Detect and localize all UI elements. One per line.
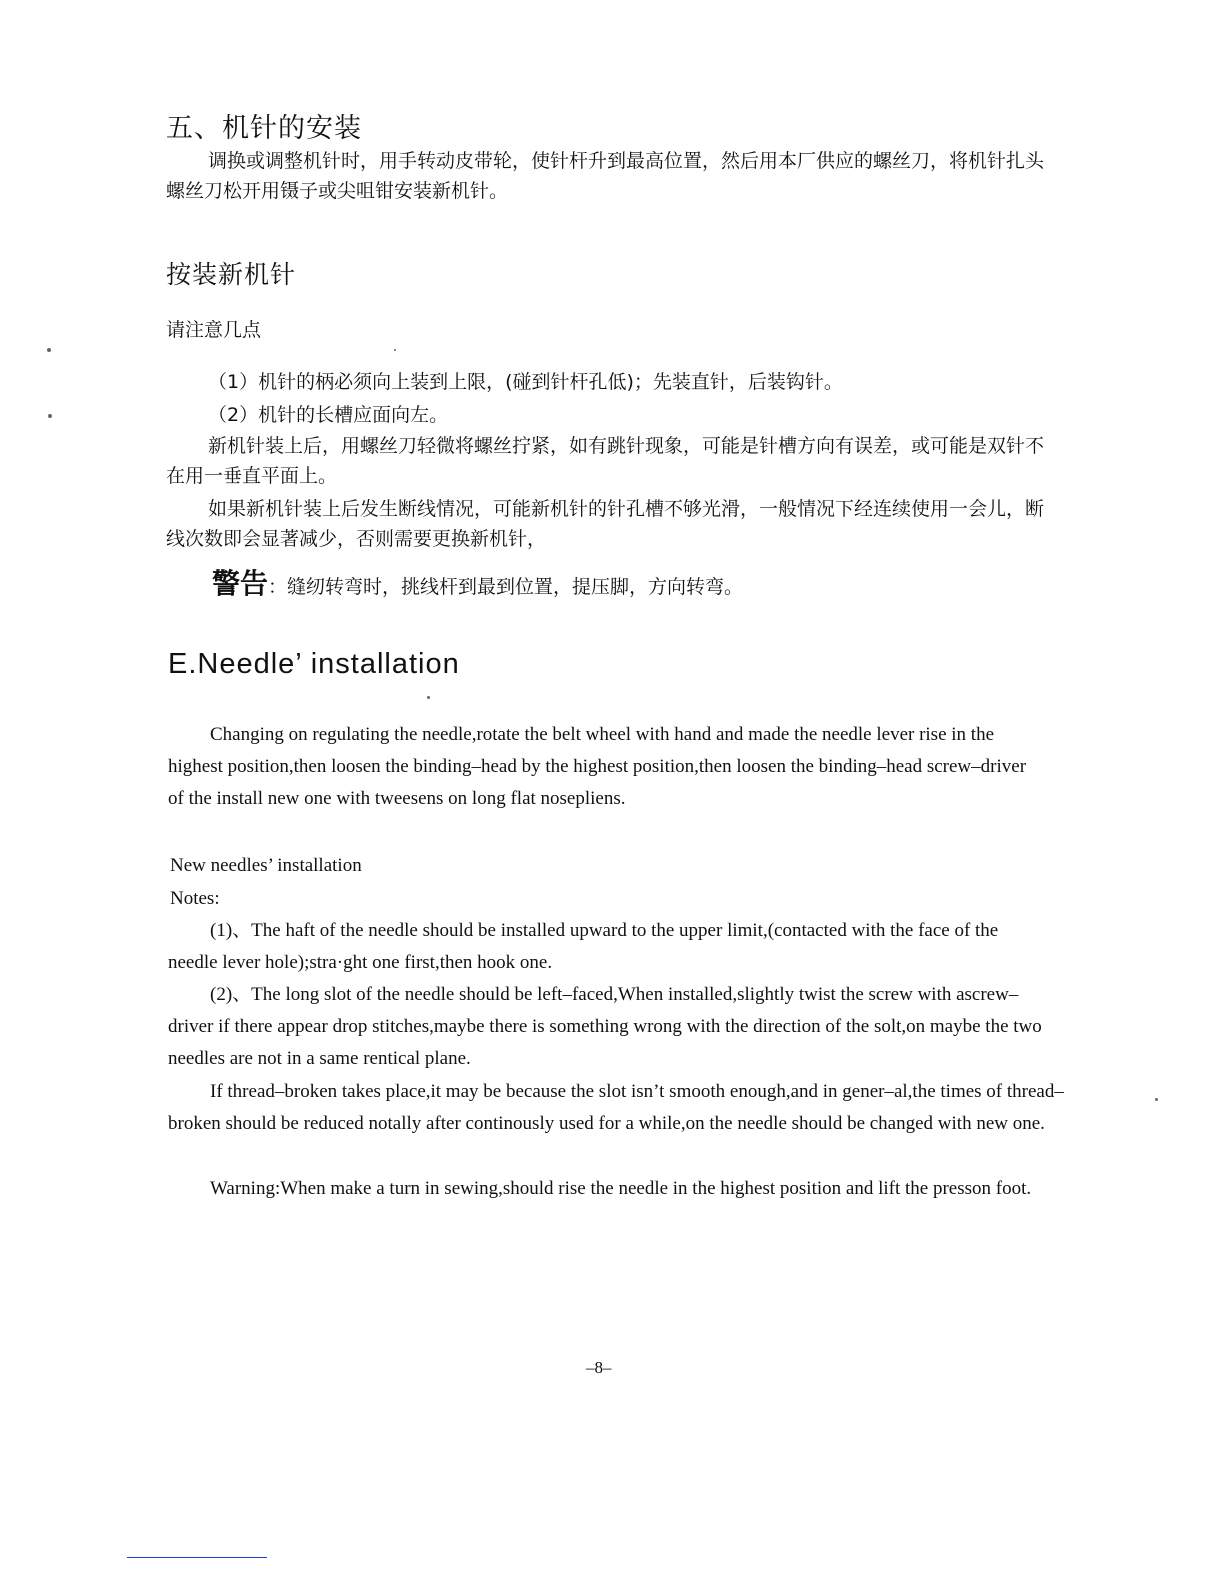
scan-speck xyxy=(1155,1098,1158,1101)
scan-edge-line xyxy=(127,1557,267,1558)
zh-note-2: （2）机针的长槽应面向左。 xyxy=(208,404,449,426)
en-paragraph-1: Changing on regulating the needle,rotate the belt wheel with hand and made the needle lever rise in the highest position,then loosen the binding–head by the highest position,then loosen the binding–head screw–driver of the install new one with tweesens on long flat nosepliens. xyxy=(168,724,1027,809)
zh-warning-label: 警告 xyxy=(212,567,269,600)
en-warning: Warning:When make a turn in sewing,should rise the needle in the highest position and lift the presson foot. xyxy=(210,1178,1032,1199)
zh-warning-text: ：缝纫转弯时，挑线杆到最到位置，提压脚，方向转弯。 xyxy=(268,576,744,598)
en-paragraph-3: If thread–broken takes place,it may be because the slot isn’t smooth enough,and in gener–al,the times of thread–broken should be reduced notally after continously used for a while,on the needle should be changed with new one. xyxy=(168,1081,1064,1134)
zh-warning xyxy=(212,562,743,602)
scan-speck xyxy=(427,696,430,699)
en-section-title: E.Needle’ installation xyxy=(168,648,460,680)
en-notes-label: Notes: xyxy=(170,888,220,909)
en-subtitle: New needles’ installation xyxy=(170,855,362,876)
en-note-1: (1)、The haft of the needle should be installed upward to the upper limit,(contacted with the face of the needle lever hole);stra·ght one first,then hook one. xyxy=(168,920,999,973)
page-number: –8– xyxy=(586,1358,612,1377)
zh-intro-paragraph: 调换或调整机针时，用手转动皮带轮，使针杆升到最高位置，然后用本厂供应的螺丝刀，将机针扎头螺丝刀松开用镊子或尖咀钳安装新机针。 xyxy=(166,150,1045,202)
zh-notes-label: 请注意几点 xyxy=(166,319,262,341)
scan-speck xyxy=(394,349,396,351)
scan-speck xyxy=(47,348,51,352)
en-note-2: (2)、The long slot of the needle should be left–faced,When installed,slightly twist the screw with ascrew–driver if there appear drop stitches,maybe there is something wrong with the direction of the solt,on maybe the two needles are not in a same rentical plane. xyxy=(168,984,1042,1069)
zh-section-title: 五、机针的安装 xyxy=(166,113,362,144)
zh-paragraph-4: 如果新机针装上后发生断线情况，可能新机针的针孔槽不够光滑，一般情况下经连续使用一会儿，断线次数即会显著减少，否则需要更换新机针， xyxy=(166,498,1045,550)
scan-speck xyxy=(48,414,52,418)
zh-subtitle: 按装新机针 xyxy=(166,260,297,289)
zh-paragraph-3: 新机针装上后，用螺丝刀轻微将螺丝拧紧，如有跳针现象，可能是针槽方向有误差，或可能是双针不在用一垂直平面上。 xyxy=(166,435,1045,487)
zh-note-1: （1）机针的柄必须向上装到上限，(碰到针杆孔低)；先装直针，后装钩针。 xyxy=(208,371,843,393)
